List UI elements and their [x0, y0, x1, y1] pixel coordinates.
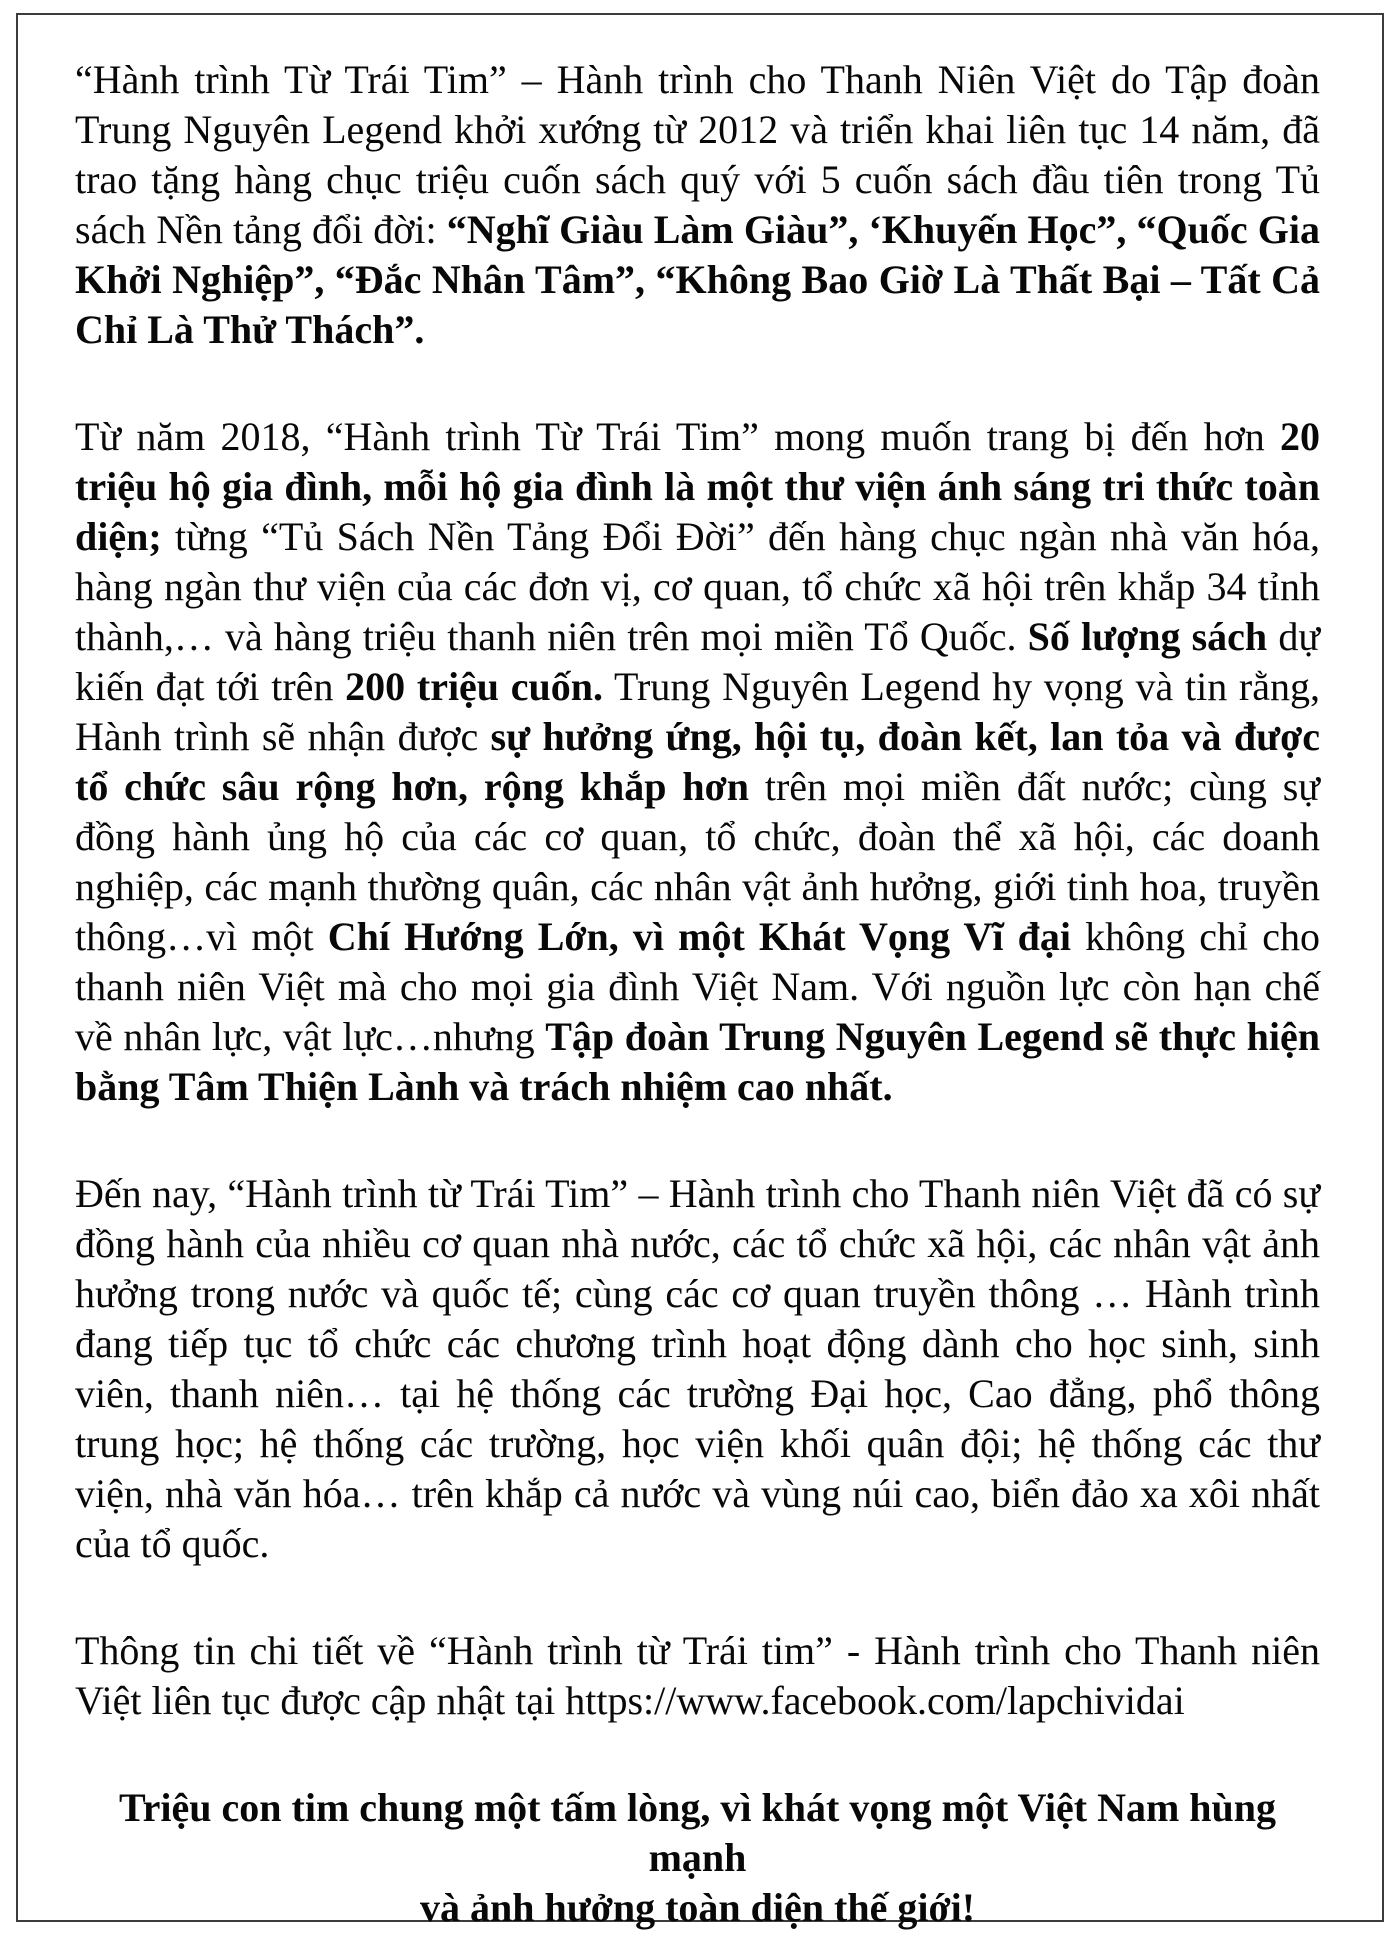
bold-text-run: 200 triệu cuốn.: [345, 664, 604, 709]
bold-text-run: Số lượng sách: [1027, 614, 1268, 659]
text-run: Đến nay, “Hành trình từ Trái Tim” – Hành trình cho Thanh niên Việt đã có sự đồng hành của nhiều cơ quan nhà nước, các tổ chức xã hội, các nhân vật ảnh hưởng trong nước và quốc tế; cùng các cơ quan truyền thông … Hành trình đang tiếp tục tổ chức các chương trình hoạt động dành cho học sinh, sinh viên, thanh niên… tại hệ thống các trường Đại học, Cao đẳng, phổ thông trung học; hệ thống các trường, học viện khối quân đội; hệ thống các thư viện, nhà văn hóa… trên khắp cả nước và vùng núi cao, biển đảo xa xôi nhất của tổ quốc.: [75, 1171, 1320, 1566]
text-run: từng “Tủ Sách Nền Tảng Đổi Đời” đến hàng chục ngàn nhà văn hóa, hàng ngàn thư viện của các đơn vị, cơ quan, tổ chức xã hội trên khắp 34 tỉnh thành,… và hàng triệu thanh niên trên mọi miền Tổ Quốc.: [75, 514, 1320, 659]
bold-text-run: Chí Hướng Lớn, vì một Khát Vọng Vĩ đại: [327, 914, 1072, 959]
page-border-frame: [16, 13, 1384, 1930]
text-run: dự kiến đạt tới trên: [75, 614, 1320, 709]
body-paragraph: [75, 412, 1320, 1112]
body-paragraph: [75, 1626, 1320, 1726]
body-paragraph: [75, 1169, 1320, 1569]
bold-text-run: Triệu con tim chung một tấm lòng, vì khát vọng một Việt Nam hùng mạnh: [118, 1785, 1277, 1880]
bold-text-run: và ảnh hưởng toàn diện thế giới!: [419, 1885, 976, 1930]
bold-text-run: 20 triệu hộ gia đình, mỗi hộ gia đình là một thư viện ánh sáng tri thức toàn diện;: [75, 414, 1320, 559]
body-paragraph: [75, 55, 1320, 355]
text-run: trên mọi miền đất nước; cùng sự đồng hành ủng hộ của các cơ quan, tổ chức, đoàn thể xã hội, các doanh nghiệp, các mạnh thường quân, các nhân vật ảnh hưởng, giới tinh hoa, truyền thông…vì một: [75, 764, 1320, 959]
closing-slogan-paragraph: [75, 1783, 1320, 1933]
text-run: Trung Nguyên Legend hy vọng và tin rằng, Hành trình sẽ nhận được: [75, 664, 1320, 759]
text-run: không chỉ cho thanh niên Việt mà cho mọi gia đình Việt Nam. Với nguồn lực còn hạn chế về nhân lực, vật lực…nhưng: [75, 914, 1321, 1059]
document-content: [18, 15, 1382, 1930]
text-run: “Hành trình Từ Trái Tim” – Hành trình cho Thanh Niên Việt do Tập đoàn Trung Nguyên Legend khởi xướng từ 2012 và triển khai liên tục 14 năm, đã trao tặng hàng chục triệu cuốn sách quý với 5 cuốn sách đầu tiên trong Tủ sách Nền tảng đổi đời:: [75, 57, 1320, 252]
text-run: Thông tin chi tiết về “Hành trình từ Trái tim” - Hành trình cho Thanh niên Việt liên tục được cập nhật tại https://www.facebook.com/lapchividai: [75, 1628, 1320, 1723]
bold-text-run: Tập đoàn Trung Nguyên Legend sẽ thực hiện bằng Tâm Thiện Lành và trách nhiệm cao nhất.: [75, 1014, 1321, 1109]
bold-text-run: sự hưởng ứng, hội tụ, đoàn kết, lan tỏa và được tổ chức sâu rộng hơn, rộng khắp hơn: [75, 714, 1320, 809]
bold-text-run: “Nghĩ Giàu Làm Giàu”, ‘Khuyến Học”, “Quốc Gia Khởi Nghiệp”, “Đắc Nhân Tâm”, “Không Bao Giờ Là Thất Bại – Tất Cả Chỉ Là Thử Thách”.: [75, 207, 1321, 352]
text-run: Từ năm 2018, “Hành trình Từ Trái Tim” mong muốn trang bị đến hơn: [75, 414, 1280, 459]
